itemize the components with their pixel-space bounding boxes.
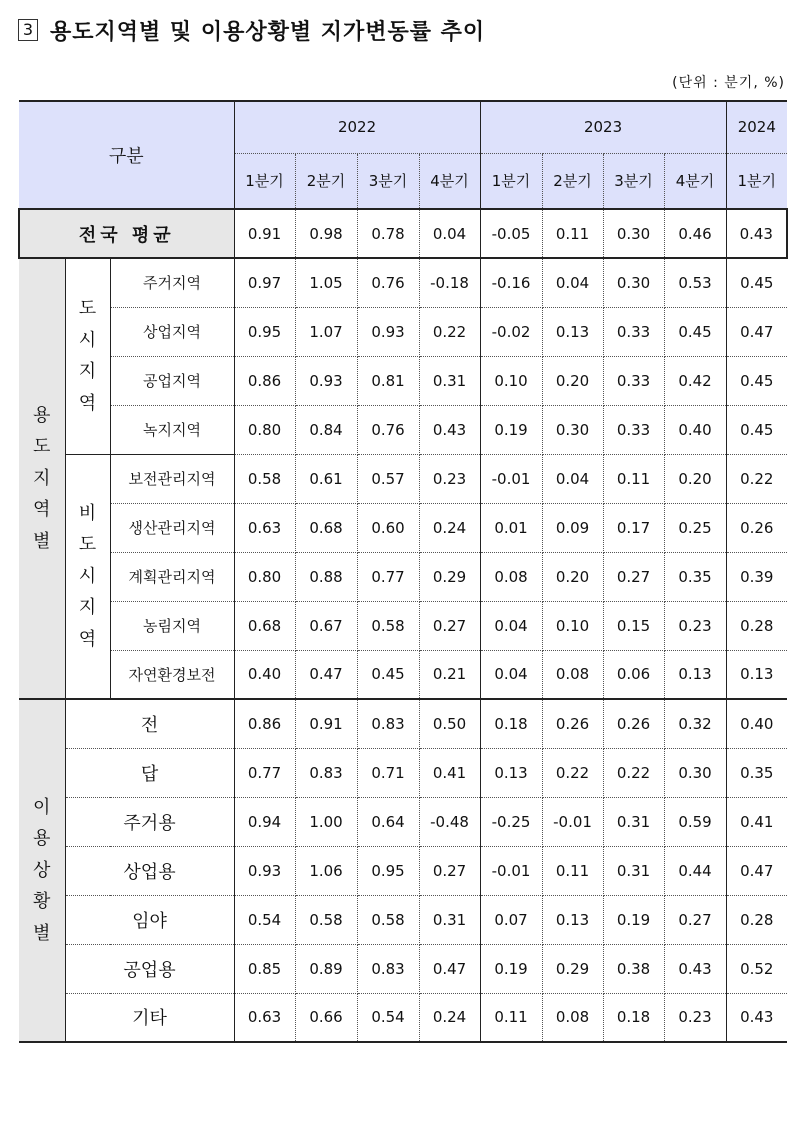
table-row xyxy=(19,846,787,895)
table-row xyxy=(19,405,787,454)
value-cell: 0.18 xyxy=(480,699,542,748)
value-cell: 0.43 xyxy=(726,209,787,258)
value-cell: 0.06 xyxy=(603,650,664,699)
value-cell: 0.47 xyxy=(419,944,480,993)
value-cell: 0.58 xyxy=(357,601,419,650)
value-cell: 0.95 xyxy=(234,307,295,356)
value-cell: 0.07 xyxy=(480,895,542,944)
value-cell: 0.19 xyxy=(480,944,542,993)
value-cell: 0.58 xyxy=(234,454,295,503)
row-label: 상업용 xyxy=(65,846,234,895)
national-average-row xyxy=(19,209,787,258)
value-cell: 0.30 xyxy=(603,258,664,307)
value-cell: 0.45 xyxy=(726,356,787,405)
value-cell: 0.38 xyxy=(603,944,664,993)
value-cell: 0.04 xyxy=(542,454,603,503)
header-year: 2023 xyxy=(480,101,726,153)
value-cell: 0.58 xyxy=(295,895,357,944)
value-cell: 0.59 xyxy=(664,797,726,846)
value-cell: 0.31 xyxy=(419,895,480,944)
value-cell: 0.91 xyxy=(234,209,295,258)
table-row xyxy=(19,944,787,993)
value-cell: 0.77 xyxy=(234,748,295,797)
value-cell: 0.43 xyxy=(664,944,726,993)
value-cell: 1.07 xyxy=(295,307,357,356)
value-cell: 0.11 xyxy=(542,846,603,895)
value-cell: 0.22 xyxy=(603,748,664,797)
value-cell: 0.93 xyxy=(357,307,419,356)
value-cell: -0.48 xyxy=(419,797,480,846)
value-cell: 0.43 xyxy=(419,405,480,454)
value-cell: 0.20 xyxy=(664,454,726,503)
value-cell: 0.23 xyxy=(419,454,480,503)
value-cell: 0.67 xyxy=(295,601,357,650)
table-row xyxy=(19,797,787,846)
value-cell: 0.08 xyxy=(480,552,542,601)
value-cell: 0.95 xyxy=(357,846,419,895)
value-cell: 0.29 xyxy=(542,944,603,993)
value-cell: 0.47 xyxy=(726,307,787,356)
value-cell: 0.97 xyxy=(234,258,295,307)
value-cell: 0.33 xyxy=(603,307,664,356)
value-cell: 0.27 xyxy=(419,601,480,650)
row-label: 농림지역 xyxy=(110,601,234,650)
value-cell: 0.15 xyxy=(603,601,664,650)
header-quarter: 2분기 xyxy=(542,153,603,209)
value-cell: 0.26 xyxy=(542,699,603,748)
value-cell: 0.50 xyxy=(419,699,480,748)
value-cell: 0.40 xyxy=(234,650,295,699)
page-title: 용도지역별 및 이용상황별 지가변동률 추이 xyxy=(50,19,486,45)
value-cell: 0.68 xyxy=(234,601,295,650)
value-cell: 0.46 xyxy=(664,209,726,258)
value-cell: 0.84 xyxy=(295,405,357,454)
value-cell: 0.26 xyxy=(726,503,787,552)
header-quarter: 1분기 xyxy=(480,153,542,209)
value-cell: 0.40 xyxy=(664,405,726,454)
value-cell: 0.94 xyxy=(234,797,295,846)
row-label: 녹지지역 xyxy=(110,405,234,454)
value-cell: 0.66 xyxy=(295,993,357,1042)
value-cell: 1.00 xyxy=(295,797,357,846)
value-cell: 0.21 xyxy=(419,650,480,699)
value-cell: 0.04 xyxy=(542,258,603,307)
value-cell: 0.04 xyxy=(419,209,480,258)
value-cell: 0.23 xyxy=(664,993,726,1042)
value-cell: 0.98 xyxy=(295,209,357,258)
value-cell: 0.45 xyxy=(726,405,787,454)
value-cell: 0.68 xyxy=(295,503,357,552)
value-cell: 0.33 xyxy=(603,356,664,405)
land-price-table xyxy=(18,100,788,1043)
value-cell: -0.01 xyxy=(542,797,603,846)
value-cell: 0.13 xyxy=(542,307,603,356)
value-cell: 0.76 xyxy=(357,258,419,307)
value-cell: 0.35 xyxy=(664,552,726,601)
header-year: 2022 xyxy=(234,101,480,153)
value-cell: 0.31 xyxy=(603,797,664,846)
value-cell: 0.01 xyxy=(480,503,542,552)
value-cell: 0.63 xyxy=(234,993,295,1042)
header-quarter: 4분기 xyxy=(419,153,480,209)
value-cell: 0.41 xyxy=(419,748,480,797)
value-cell: 0.47 xyxy=(295,650,357,699)
value-cell: 0.85 xyxy=(234,944,295,993)
header-quarter: 1분기 xyxy=(234,153,295,209)
value-cell: 0.93 xyxy=(295,356,357,405)
row-label: 전 xyxy=(65,699,234,748)
value-cell: 0.60 xyxy=(357,503,419,552)
value-cell: 0.52 xyxy=(726,944,787,993)
usage-group-label: 이 용 상 황 별 xyxy=(19,699,65,1042)
value-cell: 0.45 xyxy=(357,650,419,699)
value-cell: -0.02 xyxy=(480,307,542,356)
value-cell: 0.27 xyxy=(419,846,480,895)
value-cell: 0.83 xyxy=(295,748,357,797)
value-cell: 0.83 xyxy=(357,944,419,993)
national-average-label: 전국 평균 xyxy=(19,209,234,258)
header-row-years xyxy=(19,101,787,153)
value-cell: 0.08 xyxy=(542,993,603,1042)
value-cell: 0.58 xyxy=(357,895,419,944)
header-year: 2024 xyxy=(726,101,787,153)
value-cell: -0.25 xyxy=(480,797,542,846)
value-cell: 0.29 xyxy=(419,552,480,601)
value-cell: 0.35 xyxy=(726,748,787,797)
row-label: 상업지역 xyxy=(110,307,234,356)
value-cell: 0.13 xyxy=(726,650,787,699)
value-cell: 0.04 xyxy=(480,650,542,699)
value-cell: 0.47 xyxy=(726,846,787,895)
value-cell: 0.25 xyxy=(664,503,726,552)
row-label: 임야 xyxy=(65,895,234,944)
value-cell: 0.42 xyxy=(664,356,726,405)
zoning-group-label: 용 도 지 역 별 xyxy=(19,258,65,699)
row-label: 보전관리지역 xyxy=(110,454,234,503)
value-cell: -0.18 xyxy=(419,258,480,307)
header-quarter: 1분기 xyxy=(726,153,787,209)
value-cell: 0.43 xyxy=(726,993,787,1042)
row-label: 주거지역 xyxy=(110,258,234,307)
value-cell: 0.54 xyxy=(234,895,295,944)
value-cell: 0.53 xyxy=(664,258,726,307)
value-cell: 0.22 xyxy=(542,748,603,797)
value-cell: 0.89 xyxy=(295,944,357,993)
value-cell: 0.88 xyxy=(295,552,357,601)
value-cell: 1.06 xyxy=(295,846,357,895)
table-row xyxy=(19,258,787,307)
header-quarter: 2분기 xyxy=(295,153,357,209)
header-quarter: 4분기 xyxy=(664,153,726,209)
value-cell: 0.26 xyxy=(603,699,664,748)
value-cell: 0.08 xyxy=(542,650,603,699)
value-cell: 0.81 xyxy=(357,356,419,405)
table-row xyxy=(19,650,787,699)
value-cell: 0.31 xyxy=(419,356,480,405)
value-cell: 0.28 xyxy=(726,601,787,650)
header-quarter: 3분기 xyxy=(357,153,419,209)
value-cell: 0.45 xyxy=(664,307,726,356)
value-cell: 0.22 xyxy=(419,307,480,356)
value-cell: 0.30 xyxy=(603,209,664,258)
value-cell: 0.57 xyxy=(357,454,419,503)
value-cell: 0.80 xyxy=(234,552,295,601)
table-row xyxy=(19,601,787,650)
value-cell: 0.11 xyxy=(603,454,664,503)
value-cell: 0.13 xyxy=(480,748,542,797)
row-label: 생산관리지역 xyxy=(110,503,234,552)
value-cell: 0.27 xyxy=(664,895,726,944)
table-row xyxy=(19,307,787,356)
row-label: 기타 xyxy=(65,993,234,1042)
value-cell: 0.11 xyxy=(480,993,542,1042)
value-cell: 0.20 xyxy=(542,552,603,601)
value-cell: 0.86 xyxy=(234,356,295,405)
value-cell: 0.27 xyxy=(603,552,664,601)
value-cell: 0.19 xyxy=(480,405,542,454)
value-cell: 0.18 xyxy=(603,993,664,1042)
value-cell: 1.05 xyxy=(295,258,357,307)
value-cell: 0.44 xyxy=(664,846,726,895)
value-cell: 0.61 xyxy=(295,454,357,503)
value-cell: 0.24 xyxy=(419,993,480,1042)
value-cell: 0.41 xyxy=(726,797,787,846)
value-cell: 0.13 xyxy=(542,895,603,944)
unit-label: (단위 : 분기, %) xyxy=(672,75,785,91)
row-label: 답 xyxy=(65,748,234,797)
value-cell: 0.11 xyxy=(542,209,603,258)
table-row xyxy=(19,552,787,601)
value-cell: 0.86 xyxy=(234,699,295,748)
value-cell: 0.30 xyxy=(664,748,726,797)
row-label: 주거용 xyxy=(65,797,234,846)
value-cell: -0.16 xyxy=(480,258,542,307)
table-row xyxy=(19,748,787,797)
row-label: 계획관리지역 xyxy=(110,552,234,601)
value-cell: 0.32 xyxy=(664,699,726,748)
value-cell: -0.01 xyxy=(480,454,542,503)
value-cell: 0.77 xyxy=(357,552,419,601)
table-row xyxy=(19,454,787,503)
value-cell: 0.13 xyxy=(664,650,726,699)
value-cell: 0.39 xyxy=(726,552,787,601)
header-gubun: 구분 xyxy=(19,101,234,209)
section-number-box: 3 xyxy=(18,19,38,41)
value-cell: 0.19 xyxy=(603,895,664,944)
table-row xyxy=(19,699,787,748)
value-cell: 0.20 xyxy=(542,356,603,405)
value-cell: 0.40 xyxy=(726,699,787,748)
value-cell: 0.71 xyxy=(357,748,419,797)
value-cell: 0.54 xyxy=(357,993,419,1042)
table-row xyxy=(19,356,787,405)
value-cell: 0.91 xyxy=(295,699,357,748)
value-cell: 0.93 xyxy=(234,846,295,895)
value-cell: 0.64 xyxy=(357,797,419,846)
value-cell: 0.76 xyxy=(357,405,419,454)
table-row xyxy=(19,895,787,944)
table-row xyxy=(19,993,787,1042)
value-cell: 0.24 xyxy=(419,503,480,552)
header-quarter: 3분기 xyxy=(603,153,664,209)
value-cell: 0.17 xyxy=(603,503,664,552)
nonurban-group-label: 비 도 시 지 역 xyxy=(65,454,110,699)
value-cell: 0.09 xyxy=(542,503,603,552)
value-cell: 0.10 xyxy=(480,356,542,405)
value-cell: 0.30 xyxy=(542,405,603,454)
row-label: 자연환경보전 xyxy=(110,650,234,699)
value-cell: 0.10 xyxy=(542,601,603,650)
value-cell: 0.63 xyxy=(234,503,295,552)
value-cell: 0.28 xyxy=(726,895,787,944)
row-label: 공업지역 xyxy=(110,356,234,405)
table-row xyxy=(19,503,787,552)
value-cell: 0.23 xyxy=(664,601,726,650)
value-cell: 0.31 xyxy=(603,846,664,895)
value-cell: 0.22 xyxy=(726,454,787,503)
value-cell: 0.78 xyxy=(357,209,419,258)
value-cell: 0.45 xyxy=(726,258,787,307)
row-label: 공업용 xyxy=(65,944,234,993)
value-cell: 0.04 xyxy=(480,601,542,650)
urban-group-label: 도 시 지 역 xyxy=(65,258,110,454)
value-cell: -0.05 xyxy=(480,209,542,258)
value-cell: 0.80 xyxy=(234,405,295,454)
value-cell: 0.83 xyxy=(357,699,419,748)
value-cell: 0.33 xyxy=(603,405,664,454)
value-cell: -0.01 xyxy=(480,846,542,895)
title-area xyxy=(18,14,485,46)
